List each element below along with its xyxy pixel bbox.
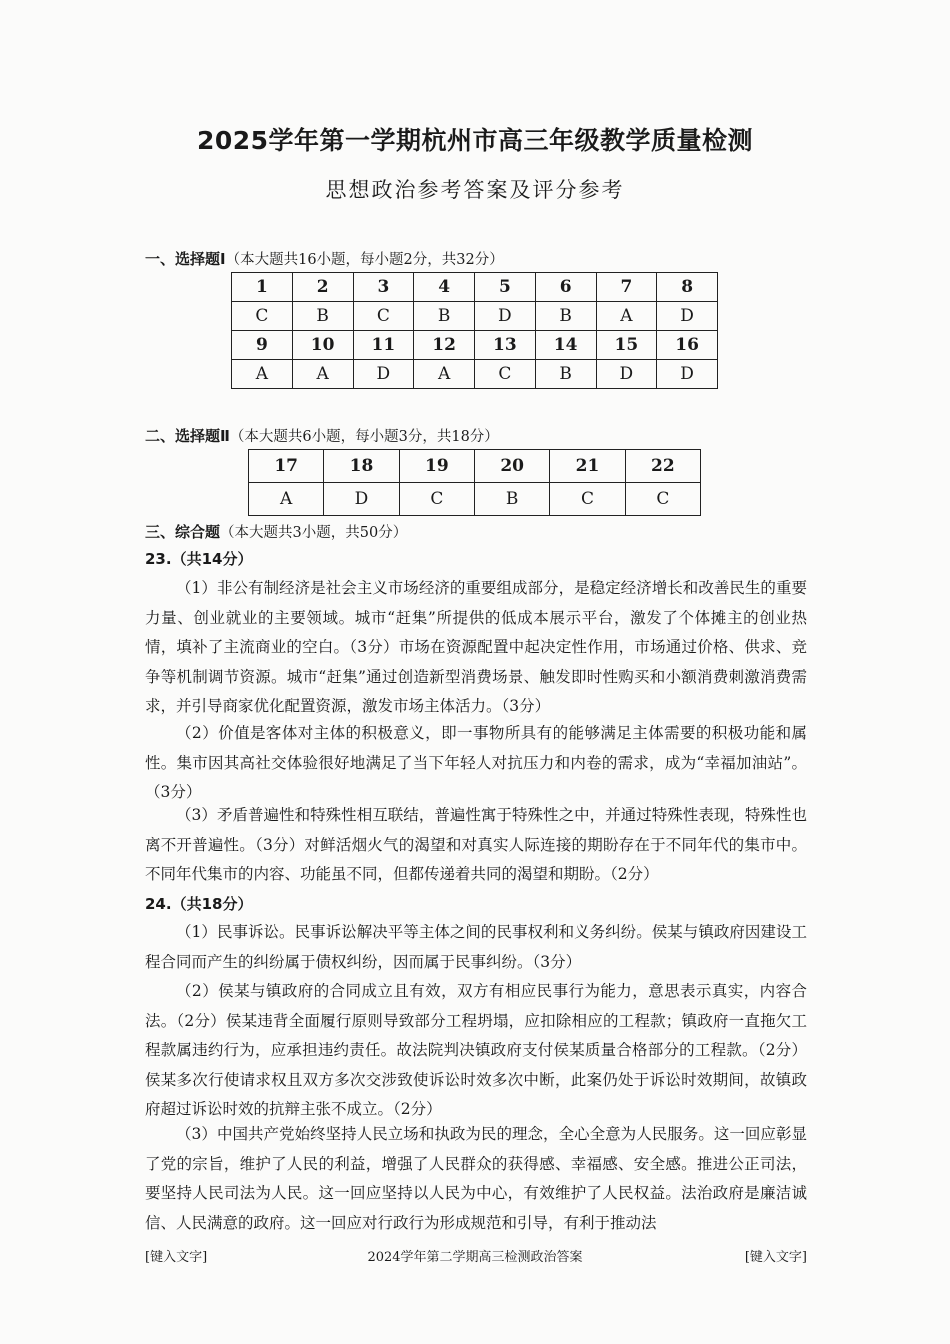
question-number-cell: 15 <box>596 331 657 360</box>
answer-cell: D <box>657 302 718 331</box>
answer-cell: B <box>474 483 549 516</box>
answer-cell: D <box>353 360 414 389</box>
question-number-cell: 16 <box>657 331 718 360</box>
answer-cell: C <box>475 360 536 389</box>
q23-answer-part3: （3）矛盾普遍性和特殊性相互联结，普遍性寓于特殊性之中，并通过特殊性表现，特殊性也离不开普遍性。（3分）对鲜活烟火气的渴望和对真实人际连接的期盼存在于不同年代的集市中。不同年代集市的内容、功能虽不同，但都传递着共同的渴望和期盼。（2分） <box>145 806 807 884</box>
question-number-cell: 10 <box>292 331 353 360</box>
question-number-cell: 21 <box>550 450 625 483</box>
answer-cell: A <box>292 360 353 389</box>
question-number-cell: 18 <box>324 450 399 483</box>
footer-center-caption: 2024学年第二学期高三检测政治答案 <box>367 1250 583 1265</box>
q24-answer-part2: （2）侯某与镇政府的合同成立且有效，双方有相应民事行为能力，意思表示真实，内容合法。（2分）侯某违背全面履行原则导致部分工程坍塌，应扣除相应的工程款；镇政府一直拖欠工程款属违约行为，应承担违约责任。故法院判决镇政府支付侯某质量合格部分的工程款。（2分）侯某多次行使请求权且双方多次交涉致使诉讼时效多次中断，此案仍处于诉讼时效期间，故镇政府超过诉讼时效的抗辩主张不成立。（2分） <box>145 982 807 1119</box>
question-number-cell: 14 <box>535 331 596 360</box>
question-number-cell: 5 <box>475 273 536 302</box>
answer-cell: C <box>353 302 414 331</box>
footer-right-placeholder: [键入文字] <box>744 1250 807 1265</box>
question-number-cell: 8 <box>657 273 718 302</box>
question-number-cell: 19 <box>399 450 474 483</box>
question-number-cell: 20 <box>474 450 549 483</box>
question-number-row <box>232 331 718 360</box>
section3-label: 三、综合题 <box>145 523 221 541</box>
question-number-cell: 17 <box>249 450 324 483</box>
answer-cell: B <box>414 302 475 331</box>
answer-cell: C <box>550 483 625 516</box>
answer-row <box>232 302 718 331</box>
question-number-cell: 22 <box>625 450 700 483</box>
section1-heading <box>145 248 504 269</box>
question-number-cell: 9 <box>232 331 293 360</box>
question-number-cell: 1 <box>232 273 293 302</box>
question-number-cell: 13 <box>475 331 536 360</box>
question-number-cell: 3 <box>353 273 414 302</box>
answer-cell: D <box>596 360 657 389</box>
q23-answer-part1: （1）非公有制经济是社会主义市场经济的重要组成部分，是稳定经济增长和改善民生的重要力量、创业就业的主要领域。城市“赶集”所提供的低成本展示平台，激发了个体摊主的创业热情，填补了主流商业的空白。（3分）市场在资源配置中起决定性作用，市场通过价格、供求、竞争等机制调节资源。城市“赶集”通过创造新型消费场景、触发即时性购买和小额消费刺激消费需求，并引导商家优化配置资源，激发市场主体活力。（3分） <box>145 579 807 716</box>
question24-heading: 24.（共18分） <box>145 895 253 913</box>
answer-cell: C <box>625 483 700 516</box>
answer-cell: B <box>292 302 353 331</box>
question-number-row <box>232 273 718 302</box>
question-number-cell: 12 <box>414 331 475 360</box>
answer-cell: D <box>475 302 536 331</box>
q23-answer-part2: （2）价值是客体对主体的积极意义，即一事物所具有的能够满足主体需要的积极功能和属性。集市因其高社交体验很好地满足了当下年轻人对抗压力和内卷的需求，成为“幸福加油站”。（3分） <box>145 724 807 802</box>
answer-cell: A <box>596 302 657 331</box>
answer-cell: C <box>399 483 474 516</box>
question-number-cell: 7 <box>596 273 657 302</box>
answer-cell: D <box>324 483 399 516</box>
answer-cell: A <box>232 360 293 389</box>
answer-cell: A <box>414 360 475 389</box>
footer-left-placeholder: [键入文字] <box>145 1250 208 1265</box>
page-title: 2025学年第一学期杭州市高三年级教学质量检测 <box>196 126 754 155</box>
page-subtitle: 思想政治参考答案及评分参考 <box>325 178 625 202</box>
section3-heading <box>145 521 407 542</box>
question-number-cell: 6 <box>535 273 596 302</box>
answer-cell: C <box>232 302 293 331</box>
answer-row <box>232 360 718 389</box>
question-number-row <box>249 450 701 483</box>
q24-answer-part1: （1）民事诉讼。民事诉讼解决平等主体之间的民事权利和义务纠纷。侯某与镇政府因建设工程合同而产生的纠纷属于债权纠纷，因而属于民事纠纷。（3分） <box>145 923 807 971</box>
answer-cell: B <box>535 360 596 389</box>
section1-note: （本大题共16小题，每小题2分，共32分） <box>225 252 504 268</box>
question-number-cell: 4 <box>414 273 475 302</box>
answer-cell: B <box>535 302 596 331</box>
answer-cell: D <box>657 360 718 389</box>
section3-note: （本大题共3小题，共50分） <box>220 525 408 541</box>
q24-answer-part3: （3）中国共产党始终坚持人民立场和执政为民的理念，全心全意为人民服务。这一回应彰显了党的宗旨，维护了人民的利益，增强了人民群众的获得感、幸福感、安全感。推进公正司法，要坚持人民司法为人民。这一回应坚持以人民为中心，有效维护了人民权益。法治政府是廉洁诚信、人民满意的政府。这一回应对行政行为形成规范和引导，有利于推动法 <box>145 1125 807 1232</box>
section1-label: 一、选择题Ⅰ <box>145 250 226 268</box>
question-number-cell: 11 <box>353 331 414 360</box>
section2-label: 二、选择题Ⅱ <box>145 427 230 445</box>
question-number-cell: 2 <box>292 273 353 302</box>
section1-answer-table <box>231 272 718 389</box>
section2-note: （本大题共6小题，每小题3分，共18分） <box>229 429 499 445</box>
answer-row <box>249 483 701 516</box>
question23-heading: 23.（共14分） <box>145 550 253 568</box>
answer-cell: A <box>249 483 324 516</box>
section2-answer-table <box>248 449 701 516</box>
section2-heading <box>145 425 499 446</box>
